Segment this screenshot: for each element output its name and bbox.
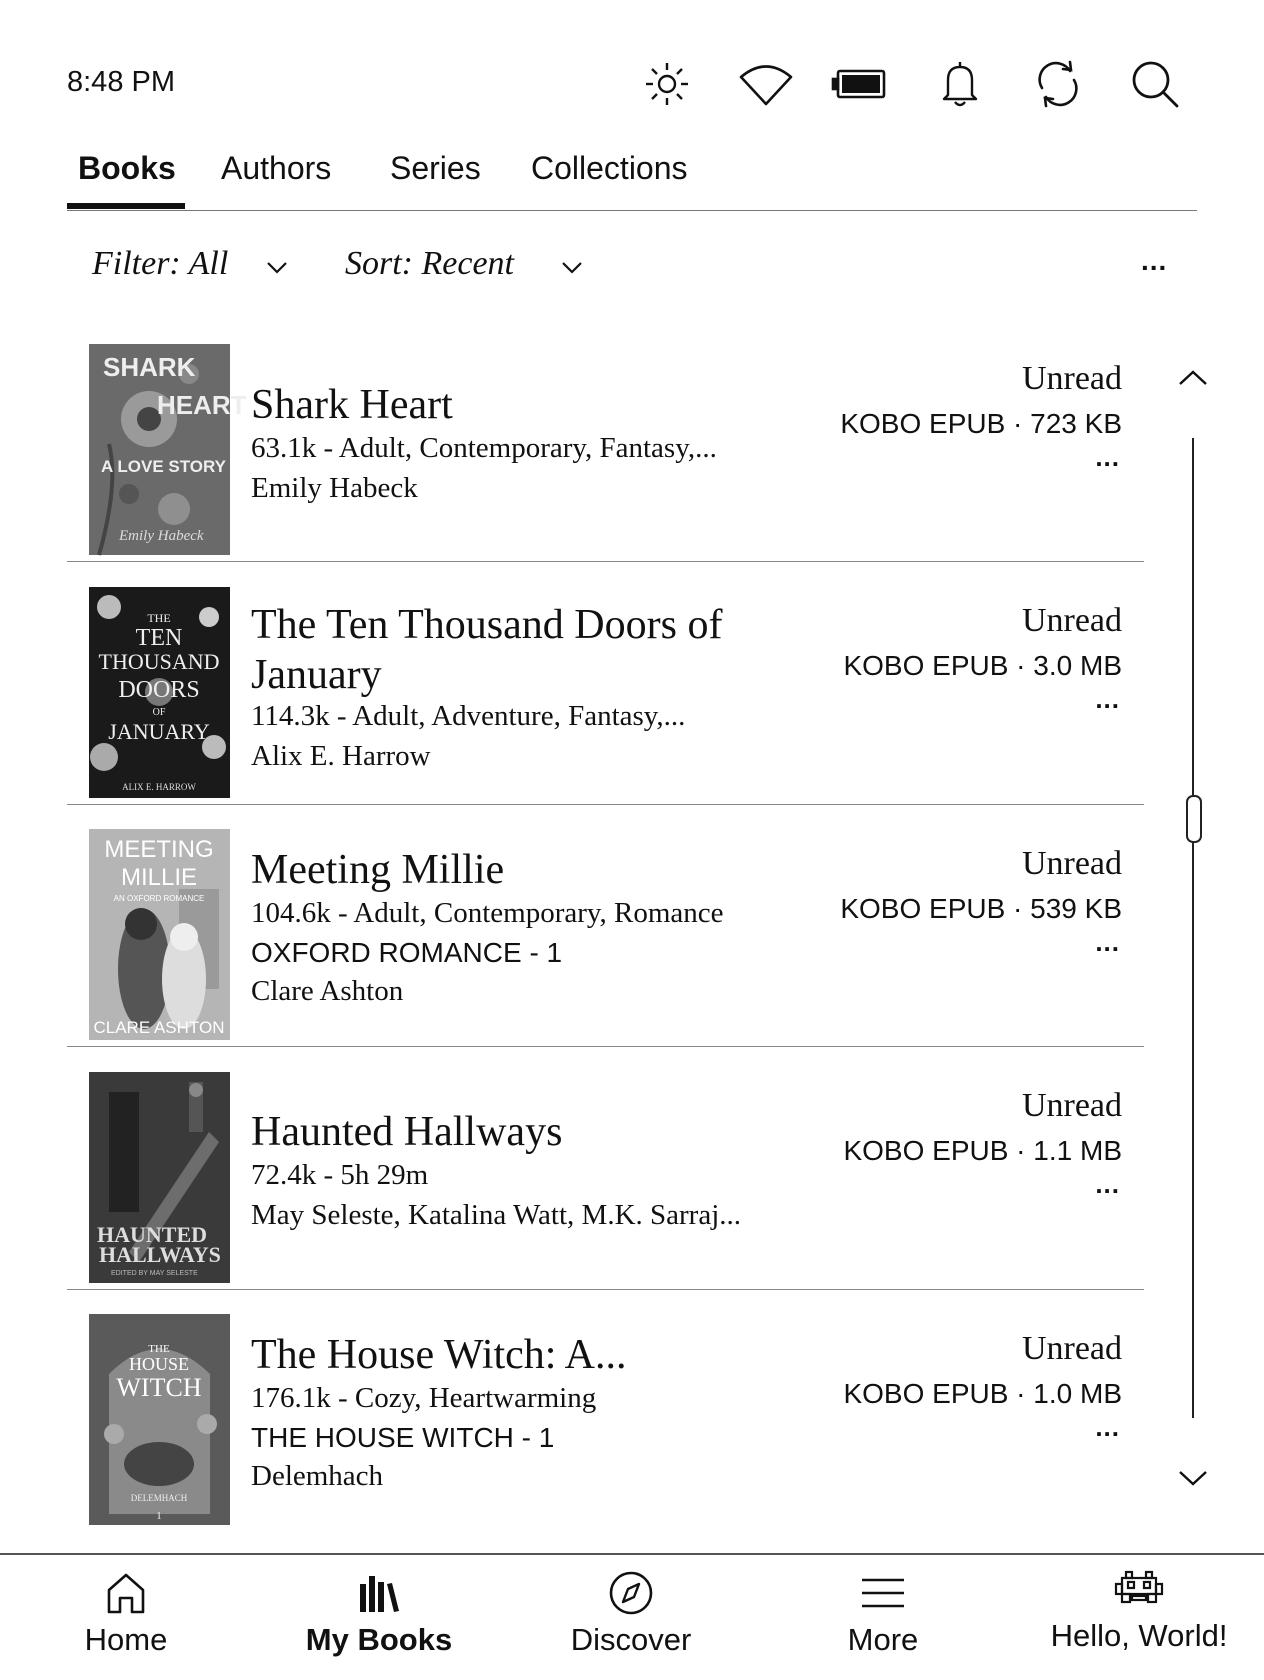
cover-title-line: MILLIE [120, 864, 198, 891]
book-format: KOBO EPUB · 723 KB [840, 408, 1122, 439]
tab-collections[interactable]: Collections [531, 150, 688, 186]
cover-author: Emily Habeck [119, 528, 204, 544]
book-series: THE HOUSE WITCH - 1 [251, 1422, 555, 1453]
cover-author: DELEMHACH [130, 1493, 188, 1503]
book-cover[interactable] [89, 1072, 230, 1283]
sort-chevron-down-icon[interactable] [560, 258, 584, 276]
cover-title-line: DOORS [118, 677, 200, 703]
scrollbar-thumb[interactable] [1186, 795, 1202, 843]
book-format: KOBO EPUB · 539 KB [840, 893, 1122, 924]
book-options-button[interactable]: ... [1095, 442, 1120, 472]
tabs-divider [67, 210, 1197, 211]
notification-bell-icon[interactable] [934, 58, 986, 110]
row-divider [67, 561, 1144, 562]
book-cover[interactable] [89, 344, 247, 555]
book-row[interactable] [67, 572, 1144, 814]
book-format: KOBO EPUB · 1.0 MB [843, 1378, 1122, 1409]
brightness-icon[interactable] [641, 58, 693, 110]
cover-subtitle: A LOVE STORY [101, 457, 227, 476]
scroll-up-icon[interactable] [1178, 368, 1208, 388]
book-format: KOBO EPUB · 1.1 MB [843, 1135, 1122, 1166]
sync-icon[interactable] [1032, 58, 1084, 110]
cover-title-line: OF [152, 707, 166, 718]
compass-icon [606, 1570, 656, 1616]
space-invader-icon [1114, 1566, 1164, 1612]
book-details: 63.1k - Adult, Contemporary, Fantasy,... [251, 432, 717, 464]
nav-my-books-label: My Books [305, 1622, 453, 1657]
cover-title-line: THE [147, 611, 171, 625]
tab-series[interactable]: Series [390, 150, 481, 186]
filter-dropdown[interactable]: Filter: All [92, 245, 229, 282]
nav-profile-label: Hello, World! [1050, 1618, 1228, 1653]
cover-title-line: HOUSE [128, 1354, 190, 1374]
book-row[interactable] [67, 330, 1144, 572]
cover-title-line: THOUSAND [98, 649, 220, 674]
nav-more-label: More [847, 1622, 919, 1657]
book-status: Unread [1021, 845, 1122, 882]
book-status: Unread [1021, 1087, 1122, 1124]
wifi-icon[interactable] [737, 58, 795, 110]
cover-title-line: THE [148, 1343, 170, 1355]
book-title: Shark Heart [251, 382, 453, 428]
cover-author: CLARE ASHTON [93, 1018, 225, 1037]
cover-author: EDITED BY MAY SELESTE [111, 1270, 198, 1277]
book-status: Unread [1021, 1330, 1122, 1367]
search-icon[interactable] [1129, 58, 1181, 110]
cover-title-line: JANUARY [108, 719, 210, 744]
library-options-button[interactable]: ... [1141, 245, 1168, 276]
book-cover[interactable] [89, 587, 230, 798]
status-time: 8:48 PM [67, 66, 175, 98]
scrollbar-track[interactable] [1192, 438, 1194, 1418]
cover-author: ALIX E. HARROW [122, 782, 196, 792]
nav-discover[interactable] [526, 1570, 736, 1658]
row-divider [67, 1046, 1144, 1047]
book-options-button[interactable]: ... [1095, 1412, 1120, 1442]
row-divider [67, 804, 1144, 805]
menu-icon [858, 1570, 908, 1616]
book-details: 104.6k - Adult, Contemporary, Romance [251, 897, 724, 929]
book-details: 114.3k - Adult, Adventure, Fantasy,... [251, 700, 686, 732]
book-author: Alix E. Harrow [251, 740, 431, 772]
book-details: 176.1k - Cozy, Heartwarming [251, 1382, 597, 1414]
cover-title-line: HAUNTED [97, 1222, 208, 1247]
cover-title-line: SHARK [103, 352, 196, 382]
library-icon [354, 1570, 404, 1616]
book-format: KOBO EPUB · 3.0 MB [843, 650, 1122, 681]
battery-icon [832, 58, 890, 110]
nav-discover-label: Discover [570, 1622, 692, 1657]
cover-title-line: HALLWAYS [99, 1242, 221, 1267]
book-title: Meeting Millie [251, 847, 505, 893]
book-title: The House Witch: A... [251, 1332, 627, 1378]
book-title: The Ten Thousand Doors of January [251, 602, 723, 698]
tab-authors[interactable]: Authors [221, 150, 332, 186]
cover-series-number: 1 [156, 1510, 162, 1522]
nav-home[interactable] [21, 1570, 231, 1658]
book-row[interactable] [67, 815, 1144, 1057]
home-icon [101, 1570, 151, 1616]
nav-more[interactable] [778, 1570, 988, 1658]
book-options-button[interactable]: ... [1095, 927, 1120, 957]
active-tab-indicator [67, 203, 185, 209]
book-title: Haunted Hallways [251, 1109, 563, 1155]
filter-chevron-down-icon[interactable] [265, 258, 289, 276]
book-row[interactable] [67, 1057, 1144, 1299]
cover-subtitle: AN OXFORD ROMANCE [113, 894, 205, 903]
row-divider [67, 1289, 1144, 1290]
cover-title-line: WITCH [116, 1373, 202, 1402]
book-author: May Seleste, Katalina Watt, M.K. Sarraj... [251, 1199, 742, 1231]
book-cover[interactable] [89, 829, 230, 1040]
book-options-button[interactable]: ... [1095, 1169, 1120, 1199]
book-options-button[interactable]: ... [1095, 684, 1120, 714]
nav-profile[interactable] [1024, 1566, 1254, 1654]
book-status: Unread [1021, 360, 1122, 397]
book-cover[interactable] [89, 1314, 230, 1525]
cover-title-line: HEART [157, 390, 247, 420]
book-status: Unread [1021, 602, 1122, 639]
bottom-nav-divider [0, 1553, 1264, 1555]
cover-title-line: TEN [135, 625, 183, 651]
book-author: Delemhach [251, 1460, 384, 1492]
book-details: 72.4k - 5h 29m [251, 1159, 429, 1191]
sort-dropdown[interactable]: Sort: Recent [345, 245, 514, 282]
book-author: Emily Habeck [251, 472, 418, 504]
scroll-down-icon[interactable] [1178, 1468, 1208, 1488]
book-series: OXFORD ROMANCE - 1 [251, 937, 563, 968]
tab-books[interactable]: Books [78, 150, 176, 186]
nav-my-books[interactable] [274, 1570, 484, 1658]
nav-home-label: Home [84, 1622, 168, 1657]
cover-title-line: MEETING [104, 836, 214, 863]
book-author: Clare Ashton [251, 975, 404, 1007]
book-row[interactable] [67, 1300, 1144, 1542]
